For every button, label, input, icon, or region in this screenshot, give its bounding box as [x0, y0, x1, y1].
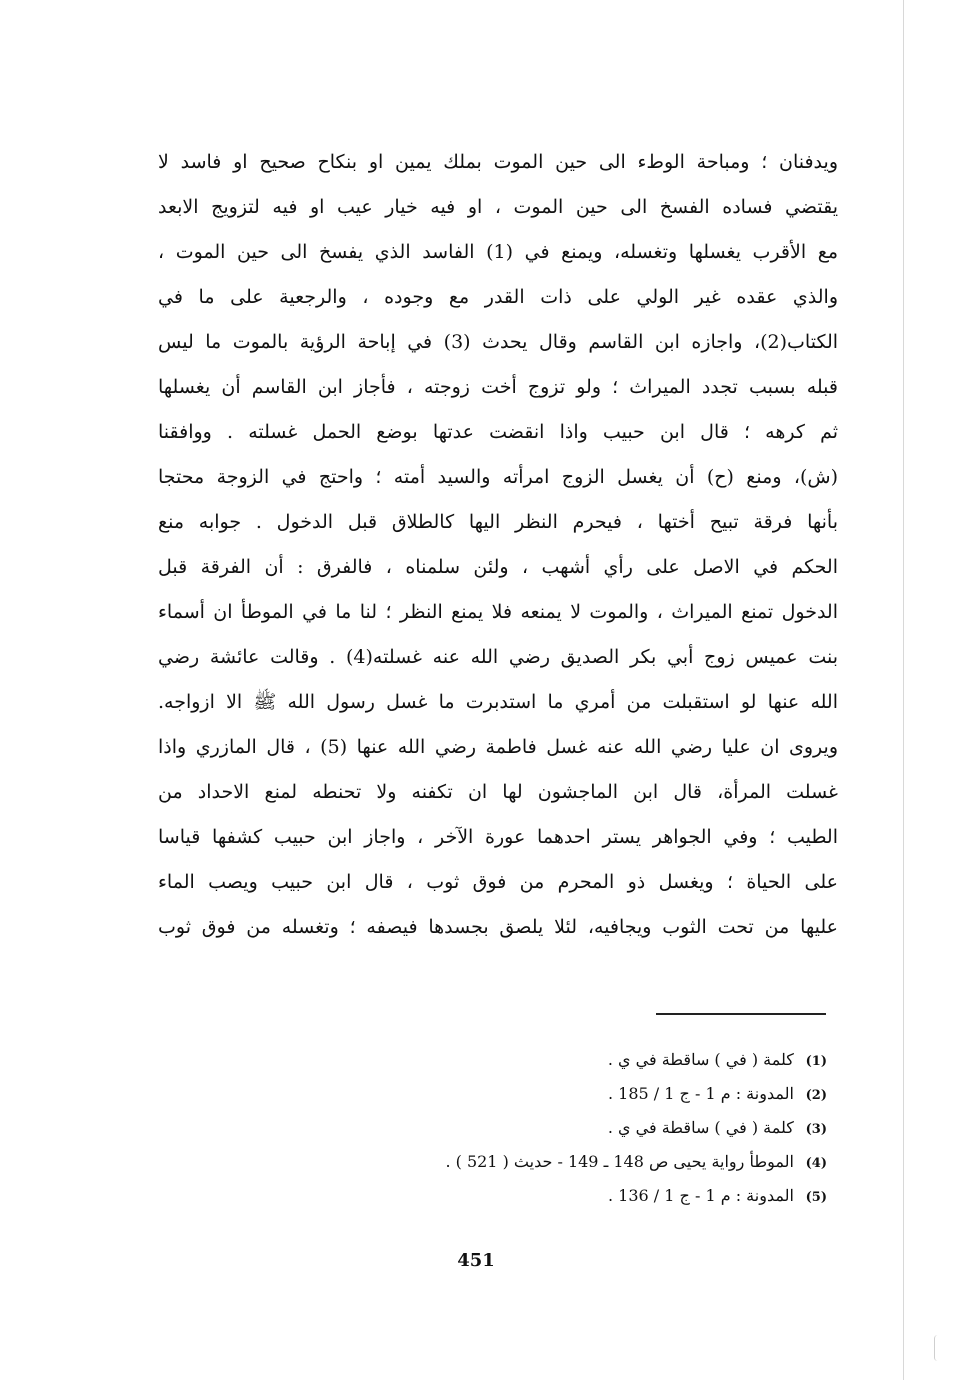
page-number: 451: [457, 1250, 495, 1271]
text-line-13: الله عنها لو استقبلت من أمري ما استدبرت ما غسل رسول الله ﷺ الا ازواجه.: [158, 691, 838, 713]
text-line-7: ثم كرهه ؛ قال ابن حبيب واذا انقضت عدتها بوضع الحمل غسلته . ووافقنا: [158, 421, 838, 443]
text-line-6: قبله بسبب تجدد الميراث ؛ ولو تزوج أخت زوجته ، فأجاز ابن القاسم أن يغسلها: [158, 376, 838, 398]
footnote-5: [300, 1179, 827, 1213]
text-line-1: ويدفنان ؛ ومباحة الوطء الى حين الموت بملك يمين او بنكاح صحيح او فاسد لا: [158, 151, 838, 173]
text-line-3: مع الأقرب يغسلها وتغسله، ويمنع في (1) الفاسد الذي يفسخ الى حين الموت ،: [158, 241, 838, 263]
text-line-2: يقتضي فساده الفسخ الى حين الموت ، او فيه خيار عيب او فيه لتزويج الابعد: [158, 196, 838, 218]
footnote-text: المدونة : م 1 - ج 1 / 185 .: [607, 1084, 794, 1103]
footnote-number: (5): [805, 1190, 827, 1205]
text-line-4: والذي عقده غير الولي على ذات القدر مع وجوده ، والرجعية على ما في: [158, 286, 838, 308]
footnote-text: كلمة ( في ) ساقطة في ي .: [607, 1118, 794, 1137]
footnote-3: [300, 1111, 827, 1145]
text-line-9: بأنها فرقة تبيح أختها ، فيحرم النظر اليها كالطلاق قبل الدخول . جوابه منع: [158, 511, 838, 533]
page-edge-line: [903, 0, 904, 1380]
text-line-8: (ش)، ومنع (ح) أن يغسل الزوج امرأته والسيد أمته ؛ واحتج في الزوجة محتجا: [158, 466, 838, 488]
footnote-4: [300, 1145, 827, 1179]
text-line-18: عليها من تحت الثوب ويجافيه، لئلا يلصق بجسدها فيصفه ؛ وتغسله من فوق ثوب: [158, 916, 838, 938]
text-line-14: ويروى ان عليا رضي الله عنه غسل فاطمة رضي الله عنها (5) ، قال المازري واذا: [158, 736, 838, 758]
text-line-10: الحكم في الاصل على رأي أشهب ، ولئن سلمناه ، فالفرق : أن الفرقة قبل: [158, 556, 838, 578]
page-edge-mark: [934, 1335, 941, 1361]
footnote-text: كلمة ( في ) ساقطة في ي .: [607, 1050, 794, 1069]
text-line-5: الكتاب(2)، واجازه ابن القاسم وقال يحدث (3) في إباحة الرؤية بالموت ما ليس: [158, 331, 838, 353]
footnote-number: (4): [805, 1156, 827, 1171]
footnote-2: [300, 1077, 827, 1111]
footnote-1: [300, 1043, 827, 1077]
text-line-16: الطيب ؛ وفي الجواهر يستر احدهما عورة الآخر ، واجاز ابن حبيب كشفها قياسا: [158, 826, 838, 848]
footnote-separator: [656, 1013, 826, 1015]
text-line-15: غسلت المرأة، قال ابن الماجشون لها ان تكفنه ولا تحنطه لمنع الاحداد من: [158, 781, 838, 803]
footnotes-block: [300, 1043, 827, 1213]
footnote-number: (1): [805, 1054, 827, 1069]
text-line-17: على الحياة ؛ ويغسل ذو المحرم من فوق ثوب ، قال ابن حبيب ويصب الماء: [158, 871, 838, 893]
footnote-number: (2): [805, 1088, 827, 1103]
main-text-block: [158, 140, 838, 950]
text-line-11: الدخول تمنع الميراث ، والموت لا يمنعه فلا يمنع النظر ؛ لنا ما في الموطأ ان أسماء: [158, 601, 838, 623]
text-line-12: بنت عميس زوج أبي بكر الصديق رضي الله عنه غسلته(4) . وقالت عائشة رضي: [158, 646, 838, 668]
footnote-number: (3): [805, 1122, 827, 1137]
footnote-text: المدونة : م 1 - ج 1 / 136 .: [607, 1186, 794, 1205]
footnote-text: الموطأ رواية يحيى ص 148 ـ 149 - حديث ( 521 ) .: [445, 1152, 794, 1171]
